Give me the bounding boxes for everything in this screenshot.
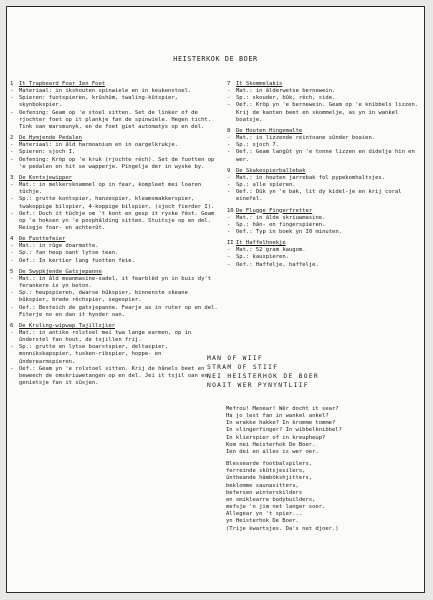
section-item (227, 222, 423, 229)
item-bullet: - (10, 210, 14, 217)
poem-line: befersen winterskilders (226, 489, 303, 496)
slogan-line: MAN OF WIIF (207, 355, 264, 362)
item-bullet: - (227, 228, 231, 235)
section-item (10, 149, 220, 156)
section-item (10, 243, 220, 250)
poem-line: ferreinde skûtsjesilers, (226, 468, 306, 475)
item-bullet: - (10, 149, 14, 156)
item-text: Materiaal: in âld harmoanium en in oargelkrukje. (19, 142, 178, 149)
section-item (227, 149, 423, 163)
poem-line: yn Heisterhok De Boer. (226, 518, 299, 525)
section-item (10, 211, 220, 232)
section-heading-text: De Kontsjewipper (19, 174, 72, 181)
item-text: Sp.: heupspieren, dwarse bûkspier, binnenste skeane bûkspier, brede rêchspier, segespier. (19, 290, 188, 304)
slogan-line: NOAIT WER PYNYNTLIIF (207, 382, 309, 389)
item-text: Oef.: Geam langût yn 'e tonne lizzen en didelje hin en wer. (236, 149, 415, 163)
item-text: Mat.: in âlde skriuwmasine. (236, 214, 326, 221)
item-text: Sp.: fan heup oant lytse tean. (19, 250, 119, 257)
poem-line: Ien dei en alles is wer oer. (226, 448, 319, 455)
item-text: Spieren: fuotspieren, krûshûm, twaling-kûtspier, skynbokspier. (19, 95, 178, 109)
section-item (10, 276, 220, 290)
item-bullet: - (227, 261, 231, 268)
poem-line: In wrakke hakke? In kromme tomme? (226, 420, 336, 427)
section-number: 5 (10, 268, 14, 275)
section-heading-text: De Kruling-wipwap Tajillsjier (19, 322, 116, 329)
section-heading (10, 175, 220, 182)
poem-line: Kom nei Heisterhok De Boer. (226, 441, 316, 448)
section-item (10, 110, 220, 131)
document-page (6, 6, 425, 593)
poem-line: Blessearde footbalspilers, (226, 461, 313, 468)
item-text: Sp.: alle spieren. (236, 182, 296, 189)
item-bullet: - (10, 344, 14, 351)
right-column (227, 81, 423, 273)
item-bullet: - (227, 149, 231, 156)
exercise-section (10, 236, 220, 265)
item-text: Sp.: kauspieren. (236, 254, 289, 261)
exercise-section (227, 240, 423, 269)
item-text: Mat.: in âlderwetse bernewein. (236, 88, 336, 95)
item-text: Oef.: Dûk yn 'e bak, lit dy kidel-je en krij coral einefel. (236, 189, 402, 203)
section-number: 6 (10, 322, 14, 329)
section-number: 7 (227, 81, 231, 87)
section-number: 4 (10, 236, 14, 243)
item-bullet: - (10, 257, 14, 264)
section-item (10, 258, 220, 265)
section-item (227, 262, 423, 269)
item-bullet: - (227, 254, 231, 261)
item-bullet: - (227, 214, 231, 221)
section-item (227, 95, 423, 102)
section-heading-text: De Hymjende Pedalen (19, 135, 82, 142)
item-text: Oef.: Haffelje, haffelje. (236, 261, 319, 268)
section-heading-text: De Houten Hingemalte (236, 127, 303, 134)
section-number: II (227, 240, 234, 247)
item-text: Mat.: in lizzende reintoane sûnder boaien. (236, 135, 376, 142)
section-heading-text: De Fuottefeier (19, 236, 66, 243)
section-item (227, 135, 423, 142)
item-bullet: - (227, 135, 231, 142)
section-item (10, 142, 220, 149)
poem-line: Ha jo lest fan in wankel ankel? (226, 413, 329, 420)
item-bullet: - (227, 95, 231, 102)
section-item (10, 95, 220, 109)
section-heading-text: It Trapbeard Foar Ien Foet (19, 81, 106, 87)
item-bullet: - (10, 182, 14, 189)
poem-line: beklomme saunasitters, (226, 482, 299, 489)
section-heading-text: De Swypkjende Gatsjepanne (19, 268, 102, 275)
poem-line: mefsje 'n jim net langer soer. (226, 504, 326, 511)
poem-line: In klierspier of in kreupheup? (226, 434, 326, 441)
item-bullet: - (227, 221, 231, 228)
item-bullet: - (227, 189, 231, 196)
item-bullet: - (227, 174, 231, 181)
advertisement-poem (226, 406, 422, 538)
section-number: 1 (10, 81, 14, 87)
item-text: Oef.: Geam yn 'e rolstoel sitten. Krij de hânels beet en beweech de omskriuwetangen op en del. Jei it tsjil oan en genietsje fan it sûsjen. (19, 365, 208, 387)
item-bullet: - (10, 304, 14, 311)
item-text: Spieren: sjoch I. (19, 149, 76, 156)
item-bullet: - (227, 247, 231, 254)
section-item (227, 189, 423, 203)
item-text: Sp.: grutte en lytse boarstspier, deltaspier, monnikskapspier, tusken-ribspier, hoppe- en ûnderearmspieren. (19, 344, 169, 365)
slogan-line: STRAM OF STIIF (207, 364, 279, 371)
section-item (10, 344, 220, 365)
poem-line: en smiklearre bodybuilders, (226, 496, 316, 503)
section-item (10, 250, 220, 257)
section-item (10, 305, 220, 319)
poem-stanza (226, 406, 422, 456)
section-heading (227, 208, 423, 215)
section-item (227, 215, 423, 222)
exercise-section (227, 208, 423, 237)
poem-line: (Trije kwartsjes. Da's net djoer.) (226, 525, 339, 532)
item-bullet: - (10, 156, 14, 163)
section-heading (10, 81, 220, 88)
section-heading-text: De Flugge Fingerfretter (236, 207, 313, 214)
item-text: Mat.: in âld meanmasine-sadel, it fearblêd yn in buis dy't ferankere is yn beton. (19, 275, 212, 290)
item-text: Oefening: Kröp op 'e kruk (rjochte rêch). Set de fuotten op 'e pedalen en hit se wapperje. Pingelje der in wyske by. (19, 156, 215, 170)
item-text: Mat.: in melkersknammel op in fear, kompleet mei loaren tûchje. (19, 182, 202, 196)
section-item (10, 196, 220, 210)
section-heading (227, 240, 423, 247)
exercise-section (227, 168, 423, 204)
section-heading-text: It Haffelhoekje (236, 240, 286, 247)
exercise-section (10, 269, 220, 319)
item-text: Oef.: Typ in boek yn I0 minuten. (236, 228, 342, 235)
item-bullet: - (10, 290, 14, 297)
item-text: Mat.: in houten jarrebak fol pypekomhaltsjes. (236, 174, 386, 181)
item-text: Materiaal: in ikshouten spinwiele en in keukenstoel. (19, 88, 192, 95)
exercise-section (10, 323, 220, 387)
item-text: Mat.: in rûge doarmatte. (19, 243, 99, 250)
section-number: 10 (227, 207, 234, 214)
item-text: Oef.: In kertier lang fuotten feie. (19, 257, 135, 264)
item-bullet: - (10, 88, 14, 95)
exercise-section (227, 81, 423, 124)
section-item (10, 157, 220, 171)
document-title: HEISTERKOK DE BOER (173, 55, 258, 63)
section-item (10, 366, 220, 387)
item-bullet: - (10, 250, 14, 257)
poem-line: ûntheande hâmbôkshjitters, (226, 475, 313, 482)
item-bullet: - (227, 88, 231, 95)
section-item (10, 330, 220, 344)
section-heading (227, 168, 423, 175)
item-text: Oef.: Doch it tûchje om 't kont en gesp it ryske fêst. Geam op 'e hoksen yn 'e posphâlding sitten. Stuitsje op en del. Reisgje foar- en achterût. (19, 210, 215, 231)
spaced-slogan (207, 354, 423, 390)
item-text: Oefening: Geam op 'e stoel sitten. Set de linker of de rjochter foet op it plankje fan de spinwiele. Hegen ticht. Tink oan marsmunyk, en de foet giet automatys op en del. (19, 109, 212, 130)
section-heading-text: It Skommelakis (236, 81, 283, 87)
exercise-section (10, 81, 220, 131)
poem-line: In slingerfinger? In wibbelknibbel? (226, 427, 342, 434)
section-item (10, 290, 220, 304)
item-text: Sp.: hân- en fingerspieren. (236, 221, 326, 228)
item-text: Oef.: Kröp yn 'e bernewein. Geam op 'e knibbels lizzen. Krij de kanten beet en skommelje, as yn in wankel boatsje. (236, 102, 419, 123)
item-bullet: - (227, 182, 231, 189)
section-item (227, 229, 423, 236)
poem-line: Mefrou! Menear! Wêr docht it sear? (226, 406, 339, 412)
exercise-section (10, 135, 220, 171)
item-text: Mat.: in antike rolstoel mei twa lange earmen, op in ûnderstel fan hout, de tsjillen frij. (19, 330, 192, 344)
item-bullet: - (10, 275, 14, 282)
section-heading-text: De Skakespierballebak (236, 167, 306, 174)
section-heading (10, 323, 220, 330)
section-number: 9 (227, 167, 231, 174)
item-bullet: - (227, 142, 231, 149)
item-bullet: - (10, 142, 14, 149)
item-bullet: - (10, 365, 14, 372)
item-text: Sp.: grutte kontspier, hanzespier, kleamsmakkerspier, twakoppige bilspier, 4-koppige bilspier, (sjoch fierder I). (19, 196, 215, 210)
item-bullet: - (10, 95, 14, 102)
section-number: 3 (10, 174, 14, 181)
exercise-section (227, 128, 423, 164)
item-text: Sp.: sjoch 7. (236, 142, 280, 149)
section-item (10, 182, 220, 196)
exercise-section (10, 175, 220, 232)
item-bullet: - (227, 102, 231, 109)
section-item (227, 175, 423, 182)
slogan-line: NEI HEISTERHOK DE BOER (207, 373, 320, 380)
left-column (10, 81, 220, 391)
section-heading (10, 269, 220, 276)
item-text: Mat.: 52 gram kaugom. (236, 247, 306, 254)
item-bullet: - (10, 243, 14, 250)
item-bullet: - (10, 330, 14, 336)
section-number: 8 (227, 127, 231, 134)
section-item (227, 254, 423, 261)
section-item (227, 247, 423, 254)
item-text: Sp.: skouder, bûk, rêch, side. (236, 95, 336, 102)
item-bullet: - (10, 196, 14, 203)
item-bullet: - (10, 109, 14, 116)
poem-line: Allegear yn 't spier... (226, 511, 303, 518)
section-item (227, 102, 423, 123)
poem-stanza (226, 461, 422, 533)
section-number: 2 (10, 135, 14, 142)
item-text: Oef.: Besteich de gatsjepanne. Fearje as in ruter op en del. Fiterje no en dan it hynder oan. (19, 304, 218, 318)
